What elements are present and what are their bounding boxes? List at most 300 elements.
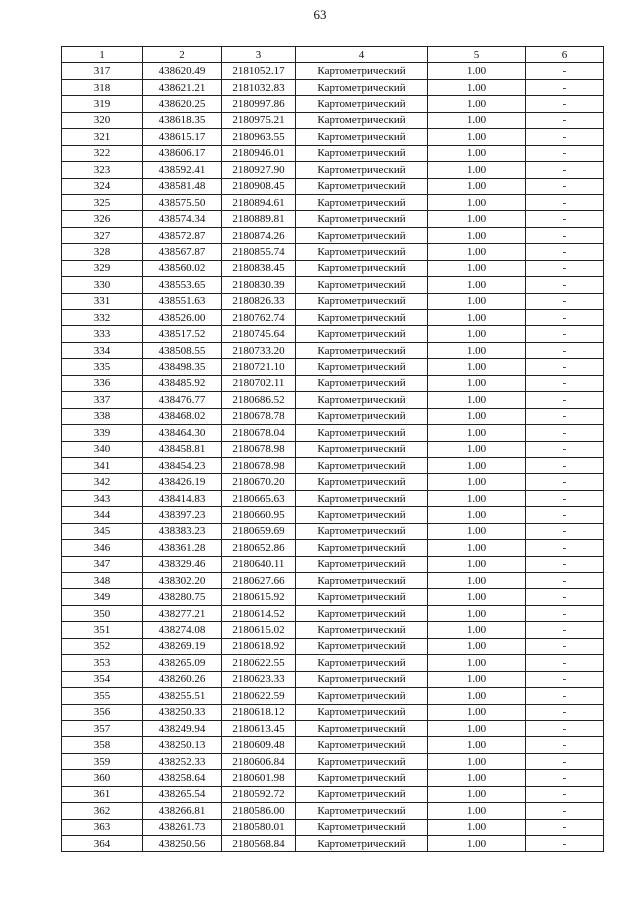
note-cell: -	[526, 112, 604, 128]
accuracy-cell: 1.00	[428, 227, 526, 243]
accuracy-cell: 1.00	[428, 704, 526, 720]
x-coordinate-cell: 438250.33	[143, 704, 222, 720]
point-number-cell: 339	[62, 425, 143, 441]
point-number-cell: 347	[62, 556, 143, 572]
y-coordinate-cell: 2180618.92	[222, 638, 296, 654]
table-header-row	[62, 47, 604, 63]
table-row	[62, 178, 604, 194]
point-number-cell: 317	[62, 63, 143, 79]
table-row	[62, 457, 604, 473]
point-number-cell: 344	[62, 507, 143, 523]
note-cell: -	[526, 277, 604, 293]
x-coordinate-cell: 438274.08	[143, 622, 222, 638]
note-cell: -	[526, 342, 604, 358]
method-cell: Картометрический	[296, 310, 428, 326]
point-number-cell: 356	[62, 704, 143, 720]
y-coordinate-cell: 2180614.52	[222, 605, 296, 621]
x-coordinate-cell: 438620.49	[143, 63, 222, 79]
note-cell: -	[526, 260, 604, 276]
note-cell: -	[526, 96, 604, 112]
y-coordinate-cell: 2180678.98	[222, 457, 296, 473]
x-coordinate-cell: 438414.83	[143, 490, 222, 506]
note-cell: -	[526, 375, 604, 391]
table-row	[62, 589, 604, 605]
note-cell: -	[526, 244, 604, 260]
x-coordinate-cell: 438615.17	[143, 129, 222, 145]
accuracy-cell: 1.00	[428, 737, 526, 753]
point-number-cell: 334	[62, 342, 143, 358]
column-header: 5	[428, 47, 526, 63]
point-number-cell: 360	[62, 770, 143, 786]
accuracy-cell: 1.00	[428, 178, 526, 194]
note-cell: -	[526, 720, 604, 736]
y-coordinate-cell: 2180686.52	[222, 392, 296, 408]
table-row	[62, 145, 604, 161]
table-row	[62, 441, 604, 457]
accuracy-cell: 1.00	[428, 786, 526, 802]
y-coordinate-cell: 2180615.92	[222, 589, 296, 605]
y-coordinate-cell: 2180745.64	[222, 326, 296, 342]
accuracy-cell: 1.00	[428, 688, 526, 704]
y-coordinate-cell: 2180997.86	[222, 96, 296, 112]
point-number-cell: 363	[62, 819, 143, 835]
accuracy-cell: 1.00	[428, 162, 526, 178]
table-row	[62, 836, 604, 852]
table-row	[62, 605, 604, 621]
table-row	[62, 96, 604, 112]
note-cell: -	[526, 704, 604, 720]
y-coordinate-cell: 2181052.17	[222, 63, 296, 79]
x-coordinate-cell: 438361.28	[143, 540, 222, 556]
table-row	[62, 786, 604, 802]
note-cell: -	[526, 227, 604, 243]
y-coordinate-cell: 2180580.01	[222, 819, 296, 835]
note-cell: -	[526, 638, 604, 654]
point-number-cell: 318	[62, 79, 143, 95]
accuracy-cell: 1.00	[428, 425, 526, 441]
note-cell: -	[526, 457, 604, 473]
x-coordinate-cell: 438618.35	[143, 112, 222, 128]
y-coordinate-cell: 2180855.74	[222, 244, 296, 260]
x-coordinate-cell: 438575.50	[143, 194, 222, 210]
y-coordinate-cell: 2180946.01	[222, 145, 296, 161]
x-coordinate-cell: 438574.34	[143, 211, 222, 227]
accuracy-cell: 1.00	[428, 293, 526, 309]
table-row	[62, 638, 604, 654]
method-cell: Картометрический	[296, 408, 428, 424]
accuracy-cell: 1.00	[428, 836, 526, 852]
table-row	[62, 244, 604, 260]
accuracy-cell: 1.00	[428, 310, 526, 326]
y-coordinate-cell: 2180618.12	[222, 704, 296, 720]
accuracy-cell: 1.00	[428, 260, 526, 276]
y-coordinate-cell: 2180586.00	[222, 803, 296, 819]
x-coordinate-cell: 438266.81	[143, 803, 222, 819]
table-body	[62, 63, 604, 852]
accuracy-cell: 1.00	[428, 342, 526, 358]
y-coordinate-cell: 2180665.63	[222, 490, 296, 506]
method-cell: Картометрический	[296, 671, 428, 687]
table-row	[62, 326, 604, 342]
x-coordinate-cell: 438567.87	[143, 244, 222, 260]
table-row	[62, 63, 604, 79]
method-cell: Картометрический	[296, 112, 428, 128]
method-cell: Картометрический	[296, 688, 428, 704]
note-cell: -	[526, 162, 604, 178]
accuracy-cell: 1.00	[428, 96, 526, 112]
table-row	[62, 260, 604, 276]
point-number-cell: 349	[62, 589, 143, 605]
coordinates-table	[61, 46, 604, 852]
point-number-cell: 364	[62, 836, 143, 852]
table-row	[62, 704, 604, 720]
point-number-cell: 361	[62, 786, 143, 802]
note-cell: -	[526, 310, 604, 326]
y-coordinate-cell: 2180721.10	[222, 359, 296, 375]
method-cell: Картометрический	[296, 540, 428, 556]
method-cell: Картометрический	[296, 178, 428, 194]
x-coordinate-cell: 438277.21	[143, 605, 222, 621]
y-coordinate-cell: 2180830.39	[222, 277, 296, 293]
accuracy-cell: 1.00	[428, 507, 526, 523]
note-cell: -	[526, 293, 604, 309]
table-row	[62, 310, 604, 326]
method-cell: Картометрический	[296, 704, 428, 720]
table-row	[62, 359, 604, 375]
y-coordinate-cell: 2180609.48	[222, 737, 296, 753]
table-row	[62, 720, 604, 736]
table-row	[62, 79, 604, 95]
y-coordinate-cell: 2180592.72	[222, 786, 296, 802]
point-number-cell: 321	[62, 129, 143, 145]
method-cell: Картометрический	[296, 507, 428, 523]
x-coordinate-cell: 438560.02	[143, 260, 222, 276]
table-row	[62, 162, 604, 178]
y-coordinate-cell: 2180874.26	[222, 227, 296, 243]
y-coordinate-cell: 2180908.45	[222, 178, 296, 194]
x-coordinate-cell: 438269.19	[143, 638, 222, 654]
note-cell: -	[526, 145, 604, 161]
table-row	[62, 342, 604, 358]
accuracy-cell: 1.00	[428, 720, 526, 736]
accuracy-cell: 1.00	[428, 655, 526, 671]
x-coordinate-cell: 438383.23	[143, 523, 222, 539]
y-coordinate-cell: 2180613.45	[222, 720, 296, 736]
y-coordinate-cell: 2180927.90	[222, 162, 296, 178]
point-number-cell: 342	[62, 474, 143, 490]
method-cell: Картометрический	[296, 244, 428, 260]
note-cell: -	[526, 540, 604, 556]
point-number-cell: 338	[62, 408, 143, 424]
accuracy-cell: 1.00	[428, 622, 526, 638]
x-coordinate-cell: 438329.46	[143, 556, 222, 572]
method-cell: Картометрический	[296, 737, 428, 753]
accuracy-cell: 1.00	[428, 819, 526, 835]
column-header: 3	[222, 47, 296, 63]
accuracy-cell: 1.00	[428, 490, 526, 506]
method-cell: Картометрический	[296, 836, 428, 852]
table-row	[62, 293, 604, 309]
table-row	[62, 671, 604, 687]
accuracy-cell: 1.00	[428, 277, 526, 293]
accuracy-cell: 1.00	[428, 63, 526, 79]
x-coordinate-cell: 438606.17	[143, 145, 222, 161]
note-cell: -	[526, 392, 604, 408]
method-cell: Картометрический	[296, 129, 428, 145]
accuracy-cell: 1.00	[428, 589, 526, 605]
method-cell: Картометрический	[296, 638, 428, 654]
table-row	[62, 770, 604, 786]
method-cell: Картометрический	[296, 490, 428, 506]
point-number-cell: 345	[62, 523, 143, 539]
x-coordinate-cell: 438621.21	[143, 79, 222, 95]
y-coordinate-cell: 2180568.84	[222, 836, 296, 852]
point-number-cell: 358	[62, 737, 143, 753]
column-header: 2	[143, 47, 222, 63]
note-cell: -	[526, 425, 604, 441]
note-cell: -	[526, 836, 604, 852]
method-cell: Картометрический	[296, 819, 428, 835]
y-coordinate-cell: 2180894.61	[222, 194, 296, 210]
point-number-cell: 352	[62, 638, 143, 654]
note-cell: -	[526, 194, 604, 210]
method-cell: Картометрический	[296, 622, 428, 638]
table-row	[62, 819, 604, 835]
point-number-cell: 337	[62, 392, 143, 408]
y-coordinate-cell: 2180622.55	[222, 655, 296, 671]
method-cell: Картометрический	[296, 63, 428, 79]
table-row	[62, 392, 604, 408]
point-number-cell: 340	[62, 441, 143, 457]
table-row	[62, 523, 604, 539]
x-coordinate-cell: 438260.26	[143, 671, 222, 687]
method-cell: Картометрический	[296, 425, 428, 441]
table-row	[62, 474, 604, 490]
method-cell: Картометрический	[296, 96, 428, 112]
method-cell: Картометрический	[296, 770, 428, 786]
x-coordinate-cell: 438250.13	[143, 737, 222, 753]
method-cell: Картометрический	[296, 342, 428, 358]
y-coordinate-cell: 2180659.69	[222, 523, 296, 539]
table-row	[62, 688, 604, 704]
y-coordinate-cell: 2180622.59	[222, 688, 296, 704]
y-coordinate-cell: 2180975.21	[222, 112, 296, 128]
y-coordinate-cell: 2180838.45	[222, 260, 296, 276]
accuracy-cell: 1.00	[428, 326, 526, 342]
accuracy-cell: 1.00	[428, 194, 526, 210]
point-number-cell: 319	[62, 96, 143, 112]
method-cell: Картометрический	[296, 194, 428, 210]
accuracy-cell: 1.00	[428, 605, 526, 621]
y-coordinate-cell: 2180670.20	[222, 474, 296, 490]
x-coordinate-cell: 438476.77	[143, 392, 222, 408]
point-number-cell: 353	[62, 655, 143, 671]
x-coordinate-cell: 438508.55	[143, 342, 222, 358]
note-cell: -	[526, 408, 604, 424]
accuracy-cell: 1.00	[428, 112, 526, 128]
note-cell: -	[526, 753, 604, 769]
column-header: 1	[62, 47, 143, 63]
note-cell: -	[526, 507, 604, 523]
x-coordinate-cell: 438572.87	[143, 227, 222, 243]
table-row	[62, 556, 604, 572]
table-row	[62, 490, 604, 506]
note-cell: -	[526, 490, 604, 506]
table-row	[62, 408, 604, 424]
accuracy-cell: 1.00	[428, 638, 526, 654]
x-coordinate-cell: 438553.65	[143, 277, 222, 293]
accuracy-cell: 1.00	[428, 244, 526, 260]
point-number-cell: 346	[62, 540, 143, 556]
column-header: 4	[296, 47, 428, 63]
y-coordinate-cell: 2180660.95	[222, 507, 296, 523]
y-coordinate-cell: 2180826.33	[222, 293, 296, 309]
method-cell: Картометрический	[296, 359, 428, 375]
method-cell: Картометрический	[296, 227, 428, 243]
y-coordinate-cell: 2180733.20	[222, 342, 296, 358]
note-cell: -	[526, 211, 604, 227]
x-coordinate-cell: 438255.51	[143, 688, 222, 704]
x-coordinate-cell: 438526.00	[143, 310, 222, 326]
x-coordinate-cell: 438252.33	[143, 753, 222, 769]
column-header: 6	[526, 47, 604, 63]
point-number-cell: 362	[62, 803, 143, 819]
x-coordinate-cell: 438265.09	[143, 655, 222, 671]
point-number-cell: 328	[62, 244, 143, 260]
x-coordinate-cell: 438250.56	[143, 836, 222, 852]
method-cell: Картометрический	[296, 326, 428, 342]
note-cell: -	[526, 178, 604, 194]
table-row	[62, 227, 604, 243]
point-number-cell: 327	[62, 227, 143, 243]
table-row	[62, 129, 604, 145]
accuracy-cell: 1.00	[428, 753, 526, 769]
point-number-cell: 354	[62, 671, 143, 687]
y-coordinate-cell: 2180627.66	[222, 573, 296, 589]
method-cell: Картометрический	[296, 392, 428, 408]
point-number-cell: 343	[62, 490, 143, 506]
accuracy-cell: 1.00	[428, 474, 526, 490]
table-row	[62, 507, 604, 523]
table-row	[62, 753, 604, 769]
x-coordinate-cell: 438485.92	[143, 375, 222, 391]
y-coordinate-cell: 2181032.83	[222, 79, 296, 95]
page-number: 63	[313, 7, 327, 22]
note-cell: -	[526, 605, 604, 621]
table-row	[62, 573, 604, 589]
accuracy-cell: 1.00	[428, 359, 526, 375]
note-cell: -	[526, 737, 604, 753]
note-cell: -	[526, 770, 604, 786]
y-coordinate-cell: 2180606.84	[222, 753, 296, 769]
point-number-cell: 325	[62, 194, 143, 210]
point-number-cell: 330	[62, 277, 143, 293]
table-row	[62, 277, 604, 293]
table-row	[62, 622, 604, 638]
table-row	[62, 211, 604, 227]
method-cell: Картометрический	[296, 605, 428, 621]
method-cell: Картометрический	[296, 803, 428, 819]
accuracy-cell: 1.00	[428, 145, 526, 161]
y-coordinate-cell: 2180652.86	[222, 540, 296, 556]
method-cell: Картометрический	[296, 573, 428, 589]
method-cell: Картометрический	[296, 753, 428, 769]
note-cell: -	[526, 359, 604, 375]
table-row	[62, 112, 604, 128]
method-cell: Картометрический	[296, 523, 428, 539]
method-cell: Картометрический	[296, 457, 428, 473]
y-coordinate-cell: 2180601.98	[222, 770, 296, 786]
y-coordinate-cell: 2180678.04	[222, 425, 296, 441]
method-cell: Картометрический	[296, 589, 428, 605]
x-coordinate-cell: 438517.52	[143, 326, 222, 342]
note-cell: -	[526, 655, 604, 671]
method-cell: Картометрический	[296, 375, 428, 391]
x-coordinate-cell: 438464.30	[143, 425, 222, 441]
note-cell: -	[526, 573, 604, 589]
method-cell: Картометрический	[296, 655, 428, 671]
note-cell: -	[526, 671, 604, 687]
point-number-cell: 355	[62, 688, 143, 704]
x-coordinate-cell: 438249.94	[143, 720, 222, 736]
accuracy-cell: 1.00	[428, 671, 526, 687]
y-coordinate-cell: 2180963.55	[222, 129, 296, 145]
note-cell: -	[526, 63, 604, 79]
note-cell: -	[526, 622, 604, 638]
x-coordinate-cell: 438265.54	[143, 786, 222, 802]
y-coordinate-cell: 2180678.78	[222, 408, 296, 424]
x-coordinate-cell: 438454.23	[143, 457, 222, 473]
table-row	[62, 194, 604, 210]
table-row	[62, 737, 604, 753]
note-cell: -	[526, 326, 604, 342]
method-cell: Картометрический	[296, 474, 428, 490]
point-number-cell: 348	[62, 573, 143, 589]
x-coordinate-cell: 438592.41	[143, 162, 222, 178]
note-cell: -	[526, 441, 604, 457]
y-coordinate-cell: 2180615.02	[222, 622, 296, 638]
point-number-cell: 320	[62, 112, 143, 128]
point-number-cell: 350	[62, 605, 143, 621]
point-number-cell: 335	[62, 359, 143, 375]
point-number-cell: 333	[62, 326, 143, 342]
x-coordinate-cell: 438426.19	[143, 474, 222, 490]
method-cell: Картометрический	[296, 293, 428, 309]
accuracy-cell: 1.00	[428, 803, 526, 819]
accuracy-cell: 1.00	[428, 523, 526, 539]
note-cell: -	[526, 803, 604, 819]
y-coordinate-cell: 2180889.81	[222, 211, 296, 227]
note-cell: -	[526, 688, 604, 704]
y-coordinate-cell: 2180702.11	[222, 375, 296, 391]
table-row	[62, 655, 604, 671]
point-number-cell: 332	[62, 310, 143, 326]
x-coordinate-cell: 438397.23	[143, 507, 222, 523]
method-cell: Картометрический	[296, 162, 428, 178]
method-cell: Картометрический	[296, 441, 428, 457]
x-coordinate-cell: 438498.35	[143, 359, 222, 375]
accuracy-cell: 1.00	[428, 441, 526, 457]
point-number-cell: 357	[62, 720, 143, 736]
method-cell: Картометрический	[296, 556, 428, 572]
table-row	[62, 803, 604, 819]
y-coordinate-cell: 2180623.33	[222, 671, 296, 687]
point-number-cell: 324	[62, 178, 143, 194]
y-coordinate-cell: 2180762.74	[222, 310, 296, 326]
note-cell: -	[526, 786, 604, 802]
method-cell: Картометрический	[296, 211, 428, 227]
table-row	[62, 375, 604, 391]
